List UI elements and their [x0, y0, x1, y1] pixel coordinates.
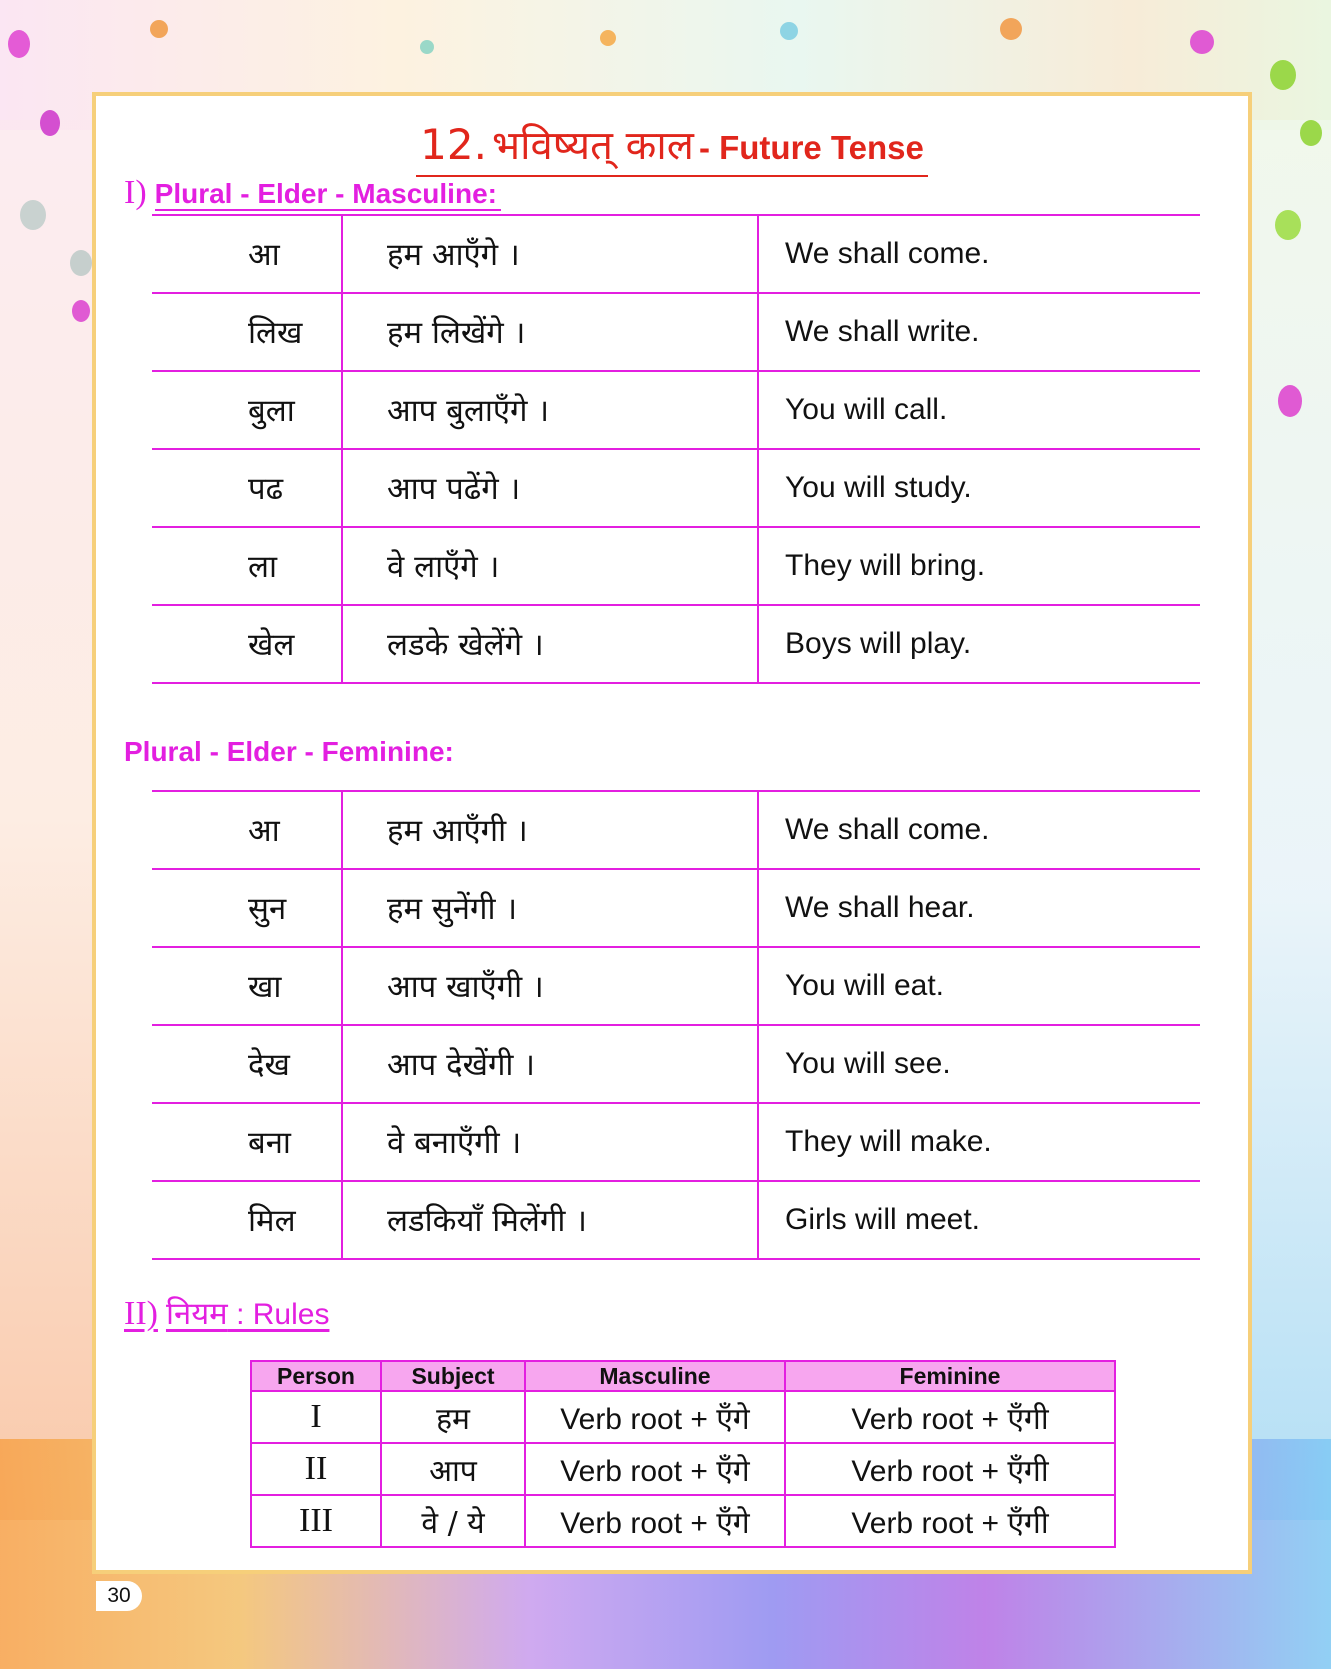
section-heading-masculine	[124, 174, 501, 212]
verb-root: ला	[152, 527, 342, 605]
table-row	[251, 1391, 1115, 1443]
section-heading-feminine	[124, 736, 454, 768]
header-masculine: Masculine	[525, 1361, 785, 1391]
verb-root: मिल	[152, 1181, 342, 1259]
english-sentence: You will eat.	[758, 947, 1200, 1025]
hindi-sentence: हम सुनेंगी ।	[342, 869, 758, 947]
english-sentence: You will study.	[758, 449, 1200, 527]
subject-cell: आप	[381, 1443, 525, 1495]
decor-dot	[40, 110, 60, 136]
hindi-sentence: वे बनाएँगी ।	[342, 1103, 758, 1181]
decor-dot	[1300, 120, 1322, 146]
decor-dot	[1000, 18, 1022, 40]
english-sentence: You will call.	[758, 371, 1200, 449]
table-row	[152, 1181, 1200, 1259]
hindi-sentence: आप खाएँगी ।	[342, 947, 758, 1025]
hindi-sentence: हम लिखेंगे ।	[342, 293, 758, 371]
decor-dot	[8, 30, 30, 58]
left-decoration	[0, 120, 100, 1520]
rules-table	[250, 1360, 1116, 1548]
verb-root: खेल	[152, 605, 342, 683]
masculine-rule: Verb root + एँगे	[525, 1391, 785, 1443]
hindi-sentence: वे लाएँगे ।	[342, 527, 758, 605]
verb-root: देख	[152, 1025, 342, 1103]
rules-roman: II)	[124, 1295, 158, 1332]
decor-dot	[1275, 210, 1301, 240]
decor-dot	[1270, 60, 1296, 90]
english-sentence: You will see.	[758, 1025, 1200, 1103]
section-heading-text: Plural - Elder - Feminine:	[124, 736, 454, 767]
table-row	[152, 1025, 1200, 1103]
rules-heading	[124, 1292, 329, 1334]
decor-dot	[20, 200, 46, 230]
decor-dot	[600, 30, 616, 46]
verb-root: बुला	[152, 371, 342, 449]
page-number: 30	[96, 1581, 142, 1611]
table-row	[152, 527, 1200, 605]
hindi-sentence: आप देखेंगी ।	[342, 1025, 758, 1103]
feminine-table	[152, 790, 1200, 1260]
decor-dot	[780, 22, 798, 40]
verb-root: आ	[152, 791, 342, 869]
verb-root: आ	[152, 215, 342, 293]
hindi-sentence: हम आएँगी ।	[342, 791, 758, 869]
title-english: - Future Tense	[698, 129, 924, 166]
decor-dot	[1278, 385, 1302, 417]
subject-cell: हम	[381, 1391, 525, 1443]
table-row	[251, 1495, 1115, 1547]
feminine-rule: Verb root + एँगी	[785, 1443, 1115, 1495]
hindi-sentence: लडके खेलेंगे ।	[342, 605, 758, 683]
header-person: Person	[251, 1361, 381, 1391]
verb-root: बना	[152, 1103, 342, 1181]
english-sentence: We shall hear.	[758, 869, 1200, 947]
english-sentence: Boys will play.	[758, 605, 1200, 683]
table-row	[152, 293, 1200, 371]
decor-dot	[420, 40, 434, 54]
english-sentence: They will bring.	[758, 527, 1200, 605]
person-cell: I	[251, 1391, 381, 1443]
worksheet-card	[92, 92, 1252, 1574]
title-underline	[416, 116, 928, 177]
verb-root: सुन	[152, 869, 342, 947]
hindi-sentence: लडकियाँ मिलेंगी ।	[342, 1181, 758, 1259]
table-row	[152, 947, 1200, 1025]
english-sentence: They will make.	[758, 1103, 1200, 1181]
hindi-sentence: आप बुलाएँगे ।	[342, 371, 758, 449]
title-number: 12.	[420, 120, 487, 169]
decor-dot	[1190, 30, 1214, 54]
table-row	[152, 371, 1200, 449]
right-decoration	[1241, 120, 1331, 1520]
header-feminine: Feminine	[785, 1361, 1115, 1391]
masculine-table	[152, 214, 1200, 684]
section-roman: I)	[124, 174, 147, 211]
page-title	[96, 116, 1248, 177]
english-sentence: We shall come.	[758, 791, 1200, 869]
rules-hindi: नियम	[165, 1296, 228, 1332]
verb-root: पढ	[152, 449, 342, 527]
rules-header-row	[251, 1361, 1115, 1391]
section-heading-text: Plural - Elder - Masculine:	[155, 178, 501, 211]
table-row	[152, 215, 1200, 293]
subject-cell: वे / ये	[381, 1495, 525, 1547]
decor-dot	[70, 250, 92, 276]
hindi-sentence: आप पढेंगे ।	[342, 449, 758, 527]
hindi-sentence: हम आएँगे ।	[342, 215, 758, 293]
verb-root: खा	[152, 947, 342, 1025]
table-row	[152, 869, 1200, 947]
person-cell: III	[251, 1495, 381, 1547]
title-hindi: भविष्यत् काल	[492, 123, 694, 169]
english-sentence: Girls will meet.	[758, 1181, 1200, 1259]
table-row	[251, 1443, 1115, 1495]
table-row	[152, 449, 1200, 527]
rules-english: : Rules	[227, 1298, 330, 1331]
decor-dot	[150, 20, 168, 38]
table-row	[152, 1103, 1200, 1181]
masculine-rule: Verb root + एँगे	[525, 1443, 785, 1495]
person-cell: II	[251, 1443, 381, 1495]
english-sentence: We shall come.	[758, 215, 1200, 293]
verb-root: लिख	[152, 293, 342, 371]
feminine-rule: Verb root + एँगी	[785, 1391, 1115, 1443]
table-row	[152, 791, 1200, 869]
decor-dot	[72, 300, 90, 322]
header-subject: Subject	[381, 1361, 525, 1391]
feminine-rule: Verb root + एँगी	[785, 1495, 1115, 1547]
english-sentence: We shall write.	[758, 293, 1200, 371]
masculine-rule: Verb root + एँगे	[525, 1495, 785, 1547]
table-row	[152, 605, 1200, 683]
